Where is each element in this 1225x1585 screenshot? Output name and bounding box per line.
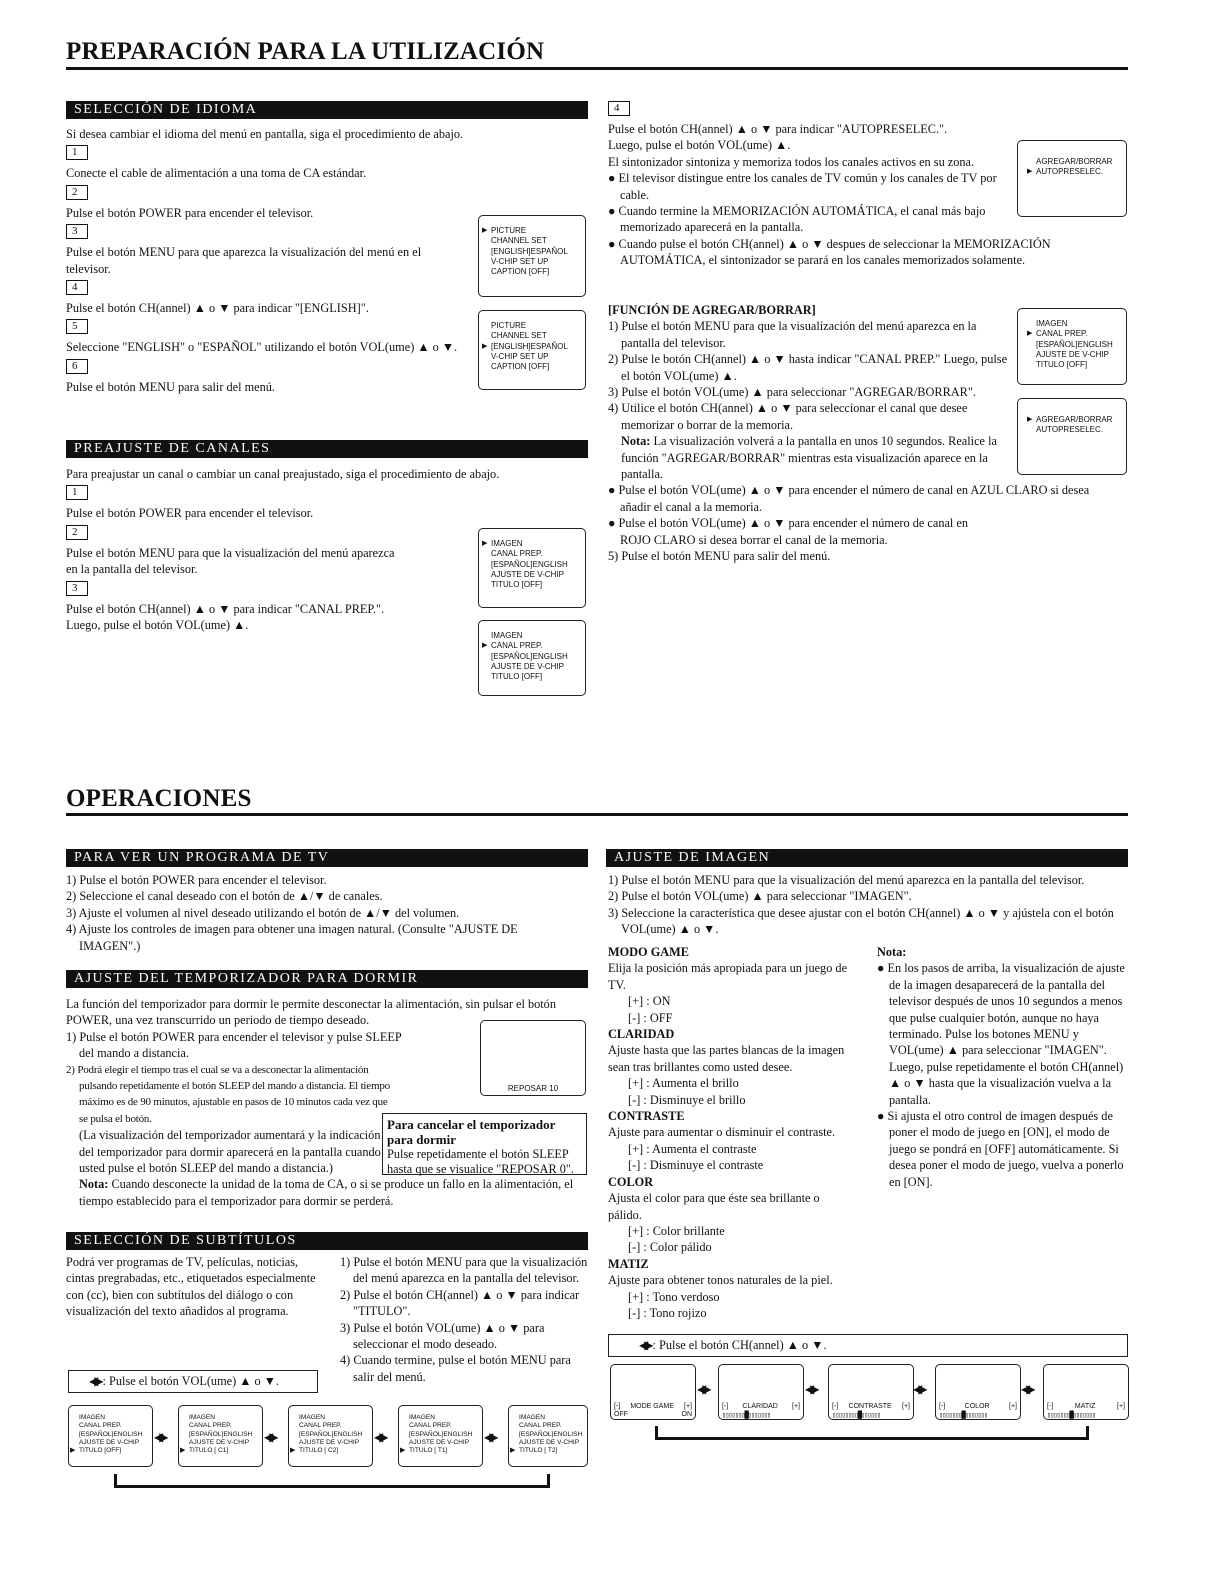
menu-item: AJUSTE DE V-CHIP <box>79 1438 140 1446</box>
menu-screen <box>1017 140 1127 217</box>
nota-label: Nota: <box>621 434 651 449</box>
menu-item-selected: ▶ TITULO [ C1] <box>189 1447 260 1455</box>
bullet: ● Cuando termine la MEMORIZACIÓN AUTOMÁTICA, el canal más bajo memorizado aparecerá en la pantalla. <box>608 204 986 235</box>
cancel-box <box>382 1113 587 1175</box>
screen-value-row <box>614 1411 692 1419</box>
step-text: Pulse el botón CH(annel) ▲ o ▼ para indicar "[ENGLISH]". <box>66 301 369 316</box>
menu-item-selected: ▶ CANAL PREP. <box>491 641 581 651</box>
menu-screen <box>288 1405 373 1467</box>
sleep-step: 2) Podrá elegir el tiempo tras el cual se va a desconectar la alimentación pulsando repetidamente el botón SLEEP del mando a distancia. El tiempo máximo es de 90 minutos, ajustable en pasos de 10 minutos cada vez que se pulsa el botón. <box>66 1063 390 1125</box>
setting-desc: Ajuste para obtener tonos naturales de la piel. <box>608 1273 833 1288</box>
menu-item: IMAGEN <box>299 1414 326 1421</box>
imagen-step: 1) Pulse el botón MENU para que la visualización del menú aparezca en la pantalla del televisor. <box>608 873 1085 887</box>
setting-plus: [+] : Aumenta el contraste <box>628 1141 757 1156</box>
menu-screen <box>178 1405 263 1467</box>
screen-right: ON <box>681 1411 692 1418</box>
bullet-text: En los pasos de arriba, la visualización de ajuste de la imagen desaparecerá de la pantalla del televisor después de unos 10 segundos a menos que pulse cualquier botón, aunque no haya terminado. Pulse los botones MENU y VOL(ume) ▲ para seleccionar "IMAGEN". Luego, pulse repetidamente el botón CH(annel) ▲ o ▼ hasta que la visualización vuelva a la pantalla. <box>887 961 1125 1107</box>
adjust-screen <box>718 1364 804 1420</box>
bullet-text: Cuando pulse el botón CH(annel) ▲ o ▼ despues de seleccionar la MEMORIZACIÓN AUTOMÁTICA, el sintonizador se parará en los canales memorizados solamente. <box>618 236 1051 268</box>
bullet-text: Cuando termine la MEMORIZACIÓN AUTOMÁTICA, el canal más bajo memorizado aparecerá en la pantalla. <box>618 204 986 235</box>
bullet: ● Pulse el botón VOL(ume) ▲ o ▼ para encender el número de canal en ROJO CLARO si desea borrar el canal de la memoria. <box>608 516 969 547</box>
header-ver-programa: PARA VER UN PROGRAMA DE TV <box>66 849 588 867</box>
bullet: ● Cuando pulse el botón CH(annel) ▲ o ▼ despues de seleccionar la MEMORIZACIÓN AUTOMÁTICA, el sintonizador se parará en los canales memorizados solamente. <box>608 236 1051 268</box>
bullet: ● Pulse el botón VOL(ume) ▲ o ▼ para encender el número de canal en AZUL CLARO si desea añadir el canal a la memoria. <box>608 483 1090 514</box>
step-number: 2 <box>66 525 88 540</box>
menu-item-selected: ▶ [ENGLISH]ESPAÑOL <box>491 342 581 352</box>
agregar-step: 1) Pulse el botón MENU para que la visualización del menú aparezca en la pantalla del televisor. <box>608 319 977 350</box>
screen-label: MODE GAME <box>630 1403 674 1410</box>
imagen-settings <box>608 944 856 1321</box>
bullet-text: Si ajusta el otro control de imagen después de poner el modo de juego en [ON], el modo de juego se pondrá en [OFF] automáticamente. Si desea poner el modo de juego, vuelva a ponerlo en [ON]. <box>887 1109 1124 1189</box>
screen-label-row <box>722 1403 800 1411</box>
sleep-step-note: (La visualización del temporizador aumentará y la indicación del temporizador para dormir aparecerá en la pantalla cuando usted pulse el botón SLEEP del mando a distancia.) <box>79 1128 381 1176</box>
step-number: 6 <box>66 359 88 374</box>
menu-item: V-CHIP SET UP <box>491 351 549 361</box>
menu-item: IMAGEN <box>491 631 523 640</box>
menu-item: TITULO [OFF] <box>1036 360 1088 370</box>
menu-item: AJUSTE DE V-CHIP <box>491 569 564 579</box>
cancel-title: Para cancelar el temporizador para dormir <box>387 1117 556 1147</box>
step-number: 1 <box>66 485 88 500</box>
setting-title: MODO GAME <box>608 945 689 959</box>
screen-label: MATIZ <box>1074 1403 1096 1410</box>
menu-item: AJUSTE DE V-CHIP <box>491 661 564 671</box>
double-arrow-icon: ◀▶ <box>374 1430 385 1444</box>
subt-steps <box>340 1254 590 1385</box>
agregar-step: 4) Utilice el botón CH(annel) ▲ o ▼ para seleccionar el canal que desee memorizar o borrar de la memoria. <box>608 401 968 432</box>
menu-item: CHANNEL SET <box>491 331 547 341</box>
canales-intro: Para preajustar un canal o cambiar un canal preajustado, siga el procedimiento de abajo. <box>66 467 500 481</box>
menu-item-selected: ▶ AGREGAR/BORRAR <box>1036 415 1122 425</box>
double-arrow-icon: ◀▶ <box>264 1430 275 1444</box>
menu-item-selected: ▶ PICTURE <box>491 226 581 236</box>
double-arrow-icon: ◀▶ <box>484 1430 495 1444</box>
tv-screen-reposar <box>480 1020 586 1096</box>
menu-item: [ESPAÑOL]ENGLISH <box>79 1430 143 1438</box>
setting-plus: [+] : Tono verdoso <box>628 1289 720 1304</box>
imagen-notas <box>877 944 1127 1190</box>
menu-item-selected: ▶ TITULO [ T2] <box>519 1447 585 1455</box>
agregar-step: 3) Pulse el botón VOL(ume) ▲ para seleccionar "AGREGAR/BORRAR". <box>608 385 976 400</box>
step-4-line: Luego, pulse el botón VOL(ume) ▲. <box>608 138 791 153</box>
setting-plus: [+] : ON <box>628 994 671 1009</box>
step-text: Conecte el cable de alimentación a una toma de CA estándar. <box>66 166 367 181</box>
step-text: Pulse el botón POWER para encender el televisor. <box>66 506 314 521</box>
step-number: 3 <box>66 224 88 239</box>
setting-title: MATIZ <box>608 1256 649 1271</box>
menu-item: IMAGEN <box>189 1414 216 1421</box>
cancel-text: Pulse repetidamente el botón SLEEP hasta que se visualice "REPOSAR 0". <box>387 1147 574 1176</box>
screen-label-row <box>1047 1403 1125 1411</box>
step-text: Pulse el botón POWER para encender el televisor. <box>66 205 314 220</box>
double-arrow-icon: ◀▶ <box>805 1382 816 1396</box>
screen-minus: [-] <box>722 1403 729 1410</box>
header-seleccion-idioma: SELECCIÓN DE IDIOMA <box>66 101 588 119</box>
legend-text: : Pulse el botón VOL(ume) ▲ o ▼. <box>102 1374 279 1388</box>
ver-step: 4) Ajuste los controles de imagen para obtener una imagen natural. (Consulte "AJUSTE DE IMAGEN".) <box>66 922 518 953</box>
step-text: Pulse el botón MENU para que aparezca la visualización del menú en el televisor. <box>66 245 422 276</box>
ver-step: 2) Seleccione el canal deseado con el botón de ▲/▼ de canales. <box>66 889 383 904</box>
screen-label-row <box>939 1403 1017 1411</box>
bullet: ● En los pasos de arriba, la visualización de ajuste de la imagen desaparecerá de la pantalla del televisor después de unos 10 segundos a menos que pulse cualquier botón, aunque no haya terminado. Pulse los botones MENU y VOL(ume) ▲ para seleccionar "IMAGEN". Luego, pulse repetidamente el botón CH(annel) ▲ o ▼ hasta que la visualización vuelva a la pantalla. <box>877 961 1125 1107</box>
subt-step: 2) Pulse el botón CH(annel) ▲ o ▼ para indicar "TITULO". <box>340 1287 580 1319</box>
title-rule <box>66 67 1128 70</box>
adjust-screen <box>935 1364 1021 1420</box>
screen-plus: [+] <box>902 1403 910 1410</box>
setting-minus: [-] : Tono rojizo <box>628 1305 707 1320</box>
step-text: Seleccione "ENGLISH" o "ESPAÑOL" utilizando el botón VOL(ume) ▲ o ▼. <box>66 340 458 355</box>
nota-title: Nota: <box>877 945 907 959</box>
menu-item: CANAL PREP. <box>409 1422 452 1430</box>
nota-label: Nota: <box>79 1177 109 1192</box>
menu-item: CAPTION [OFF] <box>491 362 550 372</box>
step-number: 4 <box>608 101 630 116</box>
setting-desc: Elija la posición más apropiada para un juego de TV. <box>608 961 848 992</box>
setting-minus: [-] : Disminuye el brillo <box>628 1092 746 1107</box>
menu-screen <box>398 1405 483 1467</box>
menu-item: TITULO [OFF] <box>491 580 543 590</box>
level-bar: ▯▯▯▯▯▯▯█▯▯▯▯▯▯▯ <box>939 1411 988 1419</box>
subt-legend <box>68 1370 318 1393</box>
setting-desc: Ajusta el color para que éste sea brillante o pálido. <box>608 1191 820 1222</box>
screen-label: CLARIDAD <box>742 1403 778 1410</box>
screen-label-row <box>832 1403 910 1411</box>
idioma-intro: Si desea cambiar el idioma del menú en pantalla, siga el procedimiento de abajo. <box>66 127 464 141</box>
double-arrow-icon: ◀▶ <box>1021 1382 1032 1396</box>
double-arrow-icon: ◀▶ <box>89 1374 100 1388</box>
screen-plus: [+] <box>1009 1403 1017 1410</box>
menu-item: V-CHIP SET UP <box>491 256 549 266</box>
setting-desc: Ajuste hasta que las partes blancas de la imagen sean tras brillantes como usted desee. <box>608 1043 845 1074</box>
menu-screen <box>478 310 586 390</box>
menu-item: IMAGEN <box>519 1414 546 1421</box>
level-bar: ▯▯▯▯▯▯▯█▯▯▯▯▯▯▯ <box>1047 1411 1096 1419</box>
imagen-step: 2) Pulse el botón VOL(ume) ▲ para seleccionar "IMAGEN". <box>608 889 912 904</box>
setting-title: COLOR <box>608 1174 654 1189</box>
loop-arrow <box>114 1474 550 1488</box>
subt-step: 4) Cuando termine, pulse el botón MENU para salir del menú. <box>340 1353 571 1384</box>
menu-item: AJUSTE DE V-CHIP <box>189 1438 250 1446</box>
step-4-line: El sintonizador sintoniza y memoriza todos los canales activos en su zona. <box>608 154 975 169</box>
menu-item: CAPTION [OFF] <box>491 267 550 277</box>
setting-minus: [-] : Color pálido <box>628 1240 712 1255</box>
adjust-screen <box>610 1364 696 1420</box>
ver-step: 1) Pulse el botón POWER para encender el televisor. <box>66 873 327 887</box>
menu-item: TITULO [OFF] <box>491 672 543 682</box>
loop-arrow <box>655 1426 1089 1440</box>
nota-text: La visualización volverá a la pantalla en unos 10 segundos. Realice la función "AGREGAR/BORRAR" mientras esta visualización aparece en la pantalla. <box>621 434 997 482</box>
bullet: ● El televisor distingue entre los canales de TV común y los canales de TV por cable. <box>608 171 997 202</box>
header-preajuste-canales: PREAJUSTE DE CANALES <box>66 440 588 458</box>
imagen-legend <box>608 1334 1128 1357</box>
menu-item: IMAGEN <box>79 1414 106 1421</box>
setting-minus: [-] : Disminuye el contraste <box>628 1158 764 1173</box>
step-text: Pulse el botón MENU para salir del menú. <box>66 379 276 394</box>
menu-item-selected: ▶ TITULO [OFF] <box>79 1447 150 1455</box>
menu-item: AGREGAR/BORRAR <box>1036 157 1113 166</box>
menu-item: [ESPAÑOL]ENGLISH <box>299 1430 363 1438</box>
screen-minus: [-] <box>939 1403 946 1410</box>
menu-item: CANAL PREP. <box>491 549 543 559</box>
agregar-title: [FUNCIÓN DE AGREGAR/BORRAR] <box>608 303 816 317</box>
double-arrow-icon: ◀▶ <box>639 1338 650 1352</box>
canales-steps <box>66 482 396 633</box>
menu-screen <box>1017 308 1127 385</box>
screen-label-row <box>614 1403 692 1411</box>
step-number: 1 <box>66 145 88 160</box>
step-number: 3 <box>66 581 88 596</box>
menu-item: CHANNEL SET <box>491 236 547 246</box>
menu-item: [ESPAÑOL]ENGLISH <box>189 1430 253 1438</box>
adjust-screen <box>1043 1364 1129 1420</box>
menu-item-selected: ▶ TITULO [ C2] <box>299 1447 370 1455</box>
menu-item: AJUSTE DE V-CHIP <box>519 1438 580 1446</box>
screen-label: CONTRASTE <box>848 1403 892 1410</box>
bullet: ● Si ajusta el otro control de imagen después de poner el modo de juego en [ON], el modo de juego se pondrá en [OFF] automáticamente. Si desea poner el modo de juego, vuelva a ponerlo en [ON]. <box>877 1109 1124 1189</box>
menu-item: AJUSTE DE V-CHIP <box>409 1438 470 1446</box>
step-number: 2 <box>66 185 88 200</box>
menu-item: IMAGEN <box>1036 319 1068 328</box>
menu-item: [ENGLISH]ESPAÑOL <box>491 246 568 256</box>
agregar-nota <box>608 433 1008 482</box>
menu-item-selected: ▶ IMAGEN <box>491 539 581 549</box>
screen-minus: [-] <box>1047 1403 1054 1410</box>
setting-desc: Ajuste para aumentar o disminuir el contraste. <box>608 1125 836 1140</box>
setting-title: CONTRASTE <box>608 1109 685 1124</box>
screen-text: REPOSAR 10 <box>507 1084 559 1093</box>
section-title-preparacion: PREPARACIÓN PARA LA UTILIZACIÓN <box>66 38 545 65</box>
menu-item-selected: ▶ TITULO [ T1] <box>409 1447 480 1455</box>
imagen-steps <box>608 872 1128 938</box>
menu-item: [ESPAÑOL]ENGLISH <box>409 1430 473 1438</box>
adjust-screen <box>828 1364 914 1420</box>
menu-item: CANAL PREP. <box>519 1422 562 1430</box>
subt-intro: Podrá ver programas de TV, películas, noticias, cintas pregrabadas, etc., etiquetados especialmente con (cc), bien con subtítulos del diálogo o con visualización del texto añadidos al programa. <box>66 1255 316 1319</box>
bullet-text: El televisor distingue entre los canales de TV común y los canales de TV por cable. <box>618 171 997 202</box>
step-text: Pulse el botón CH(annel) ▲ o ▼ para indicar "CANAL PREP.". Luego, pulse el botón VOL(ume) ▲. <box>66 601 385 633</box>
menu-item: [ESPAÑOL]ENGLISH <box>491 651 568 661</box>
double-arrow-icon: ◀▶ <box>913 1382 924 1396</box>
ver-block <box>66 872 556 954</box>
section-title-operaciones: OPERACIONES <box>66 785 252 812</box>
setting-plus: [+] : Aumenta el brillo <box>628 1076 739 1091</box>
sleep-intro: La función del temporizador para dormir le permite desconectar la alimentación, sin pulsar el botón POWER, una vez transcurrido un periodo de tiempo deseado. <box>66 997 556 1028</box>
subt-step: 3) Pulse el botón VOL(ume) ▲ o ▼ para seleccionar el modo deseado. <box>340 1320 545 1352</box>
sleep-nota <box>66 1176 586 1209</box>
legend-text: : Pulse el botón CH(annel) ▲ o ▼. <box>652 1338 827 1352</box>
header-temporizador: AJUSTE DEL TEMPORIZADOR PARA DORMIR <box>66 970 588 988</box>
menu-screen <box>1017 398 1127 475</box>
bullet-text: Pulse el botón VOL(ume) ▲ o ▼ para encender el número de canal en ROJO CLARO si desea borrar el canal de la memoria. <box>618 516 969 547</box>
bullet-text: Pulse el botón VOL(ume) ▲ o ▼ para encender el número de canal en AZUL CLARO si desea añadir el canal a la memoria. <box>618 483 1090 514</box>
double-arrow-icon: ◀▶ <box>697 1382 708 1396</box>
level-bar: ▯▯▯▯▯▯▯▯█▯▯▯▯▯▯ <box>832 1411 881 1419</box>
step-4-line: Pulse el botón CH(annel) ▲ o ▼ para indicar "AUTOPRESELEC.". <box>608 122 948 136</box>
subt-step: 1) Pulse el botón MENU para que la visualización del menú aparezca en la pantalla del televisor. <box>340 1255 588 1286</box>
screen-plus: [+] <box>1117 1403 1125 1410</box>
menu-item: PICTURE <box>491 321 527 330</box>
step-number: 4 <box>66 280 88 295</box>
menu-item: CANAL PREP. <box>79 1422 122 1430</box>
menu-item: IMAGEN <box>409 1414 436 1421</box>
screen-plus: [+] <box>684 1403 692 1410</box>
idioma-steps <box>66 142 466 395</box>
menu-screen <box>68 1405 153 1467</box>
menu-item: [ESPAÑOL]ENGLISH <box>1036 339 1113 349</box>
menu-item: [ESPAÑOL]ENGLISH <box>519 1430 583 1438</box>
setting-title: CLARIDAD <box>608 1027 675 1042</box>
double-arrow-icon: ◀▶ <box>154 1430 165 1444</box>
screen-minus: [-] <box>614 1403 621 1410</box>
menu-item: AJUSTE DE V-CHIP <box>299 1438 360 1446</box>
menu-item-selected: ▶ CANAL PREP. <box>1036 329 1122 339</box>
nota-text: Cuando desconecte la unidad de la toma de CA, o si se produce un fallo en la alimentación, el tiempo establecido para el temporizador para dormir se perderá. <box>79 1177 574 1208</box>
menu-screen <box>478 215 586 297</box>
step-text: Pulse el botón MENU para que la visualización del menú aparezca en la pantalla del televisor. <box>66 545 395 577</box>
menu-screen <box>478 528 586 608</box>
screen-plus: [+] <box>792 1403 800 1410</box>
menu-item: [ESPAÑOL]ENGLISH <box>491 559 568 569</box>
setting-minus: [-] : OFF <box>628 1010 673 1025</box>
title-rule <box>66 813 1128 816</box>
setting-plus: [+] : Color brillante <box>628 1223 725 1238</box>
menu-item: AUTOPRESELEC. <box>1036 425 1103 435</box>
menu-item: AJUSTE DE V-CHIP <box>1036 349 1109 359</box>
sleep-step: 1) Pulse el botón POWER para encender el televisor y pulse SLEEP del mando a distancia. <box>66 1029 402 1061</box>
menu-screen <box>478 620 586 696</box>
screen-left: OFF <box>614 1411 628 1418</box>
imagen-step: 3) Seleccione la característica que desee ajustar con el botón CH(annel) ▲ o ▼ y ajústela con el botón VOL(ume) ▲ o ▼. <box>608 905 1114 937</box>
agregar-step: 5) Pulse el botón MENU para salir del menú. <box>608 549 831 564</box>
ver-step: 3) Ajuste el volumen al nivel deseado utilizando el botón de ▲/▼ del volumen. <box>66 905 460 920</box>
agregar-step: 2) Pulse le botón CH(annel) ▲ o ▼ hasta indicar "CANAL PREP." Luego, pulse el botón VOL(ume) ▲. <box>608 352 1008 383</box>
menu-item-selected: ▶ AUTOPRESELEC. <box>1036 167 1122 177</box>
screen-label: COLOR <box>964 1403 990 1410</box>
menu-item: CANAL PREP. <box>189 1422 232 1430</box>
menu-screen <box>508 1405 588 1467</box>
menu-item: CANAL PREP. <box>299 1422 342 1430</box>
step-number: 5 <box>66 319 88 334</box>
level-bar: ▯▯▯▯▯▯▯█▯▯▯▯▯▯▯ <box>722 1411 771 1419</box>
header-subtitulos: SELECCIÓN DE SUBTÍTULOS <box>66 1232 588 1250</box>
screen-minus: [-] <box>832 1403 839 1410</box>
header-ajuste-imagen: AJUSTE DE IMAGEN <box>606 849 1128 867</box>
